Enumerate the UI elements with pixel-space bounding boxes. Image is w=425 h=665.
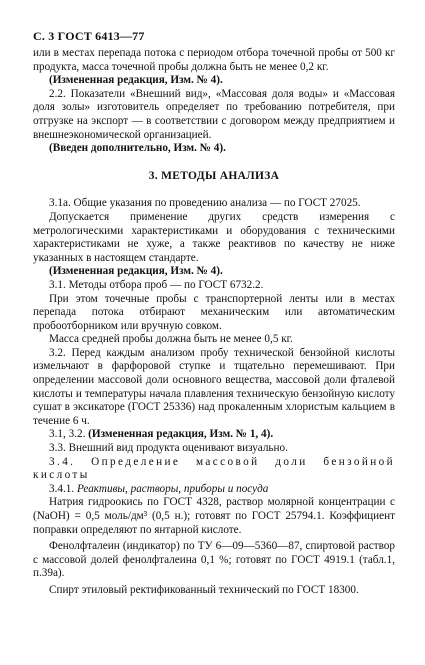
paragraph: 2.2. Показатели «Внешний вид», «Массовая доля воды» и «Массовая доля золы» изготовитель определяет по требованию потребителя, при отгрузке на экспорт — в соответствии с договором между предприятием и внешнеэкономической организацией. [33,87,395,141]
subsection-title: Реактивы, растворы, приборы и посуда [76,482,269,495]
paragraph: При этом точечные пробы с транспортерной ленты или в местах перепада потока отбирают механическим или автоматическим пробоотборником или вручную совком. [33,292,395,332]
clause-ref: 3.4.1. [49,482,75,495]
section-title: 3. МЕТОДЫ АНАЛИЗА [148,169,280,182]
paragraph: 3.1. Методы отбора проб — по ГОСТ 6732.2. [49,278,264,291]
clause-ref: 3.1, 3.2. [49,428,86,441]
subsection-line [33,483,395,497]
paragraph: 3.1а. Общие указания по проведению анализа — по ГОСТ 27025. [49,197,361,210]
paragraph: 3.3. Внешний вид продукта оценивают визуально. [49,442,288,455]
paragraph: или в местах перепада потока с периодом отбора точечной пробы от 500 кг продукта, масса точечной пробы должна быть не менее 0,2 кг. [33,47,395,73]
paragraph: Натрия гидроокись по ГОСТ 4328, раствор молярной концентрации с (NaOH) = 0,5 моль/дм³ (0,5 н.); готовят по ГОСТ 25794.1. Коэффициент поправки определяют по янтарной кислоте. [33,496,395,536]
document-body [33,47,395,598]
amendment-line [33,428,395,442]
subsection-heading: 3.4. Определение массовой доли бензойной кислоты [33,455,395,482]
paragraph: Допускается применение других средств измерения с метрологическими характеристиками и оборудования с техническими характеристиками не хуже, а также реактивов по качеству не ниже указанных в настоящем стандарте. [33,210,395,264]
amendment-note: (Измененная редакция, Изм. № 1, 4). [88,428,274,441]
amendment-note: (Измененная редакция, Изм. № 4). [49,74,223,87]
amendment-note: (Измененная редакция, Изм. № 4). [49,265,223,278]
paragraph: 3.2. Перед каждым анализом пробу технической бензойной кислоты измельчают в фарфоровой ступке и тщательно перемешивают. При определении массовой доли основного вещества, массовой доли фталевой кислоты и температуры начала плавления техническую бензойную кислоту сушат в эксикаторе (ГОСТ 25336) над прокаленным хлористым кальцием в течение 6 ч. [33,346,395,427]
amendment-note: (Введен дополнительно, Изм. № 4). [49,142,226,155]
paragraph: Масса средней пробы должна быть не менее 0,5 кг. [49,333,293,346]
paragraph: Спирт этиловый ректификованный технический по ГОСТ 18300. [49,583,359,596]
paragraph: Фенолфталеин (индикатор) по ТУ 6—09—5360—87, спиртовой раствор с массовой долей фенолфталеина 0,1 %; готовят по ГОСТ 4919.1 (табл.1, п.39а). [33,540,395,580]
page-header: С. 3 ГОСТ 6413—77 [33,29,145,43]
